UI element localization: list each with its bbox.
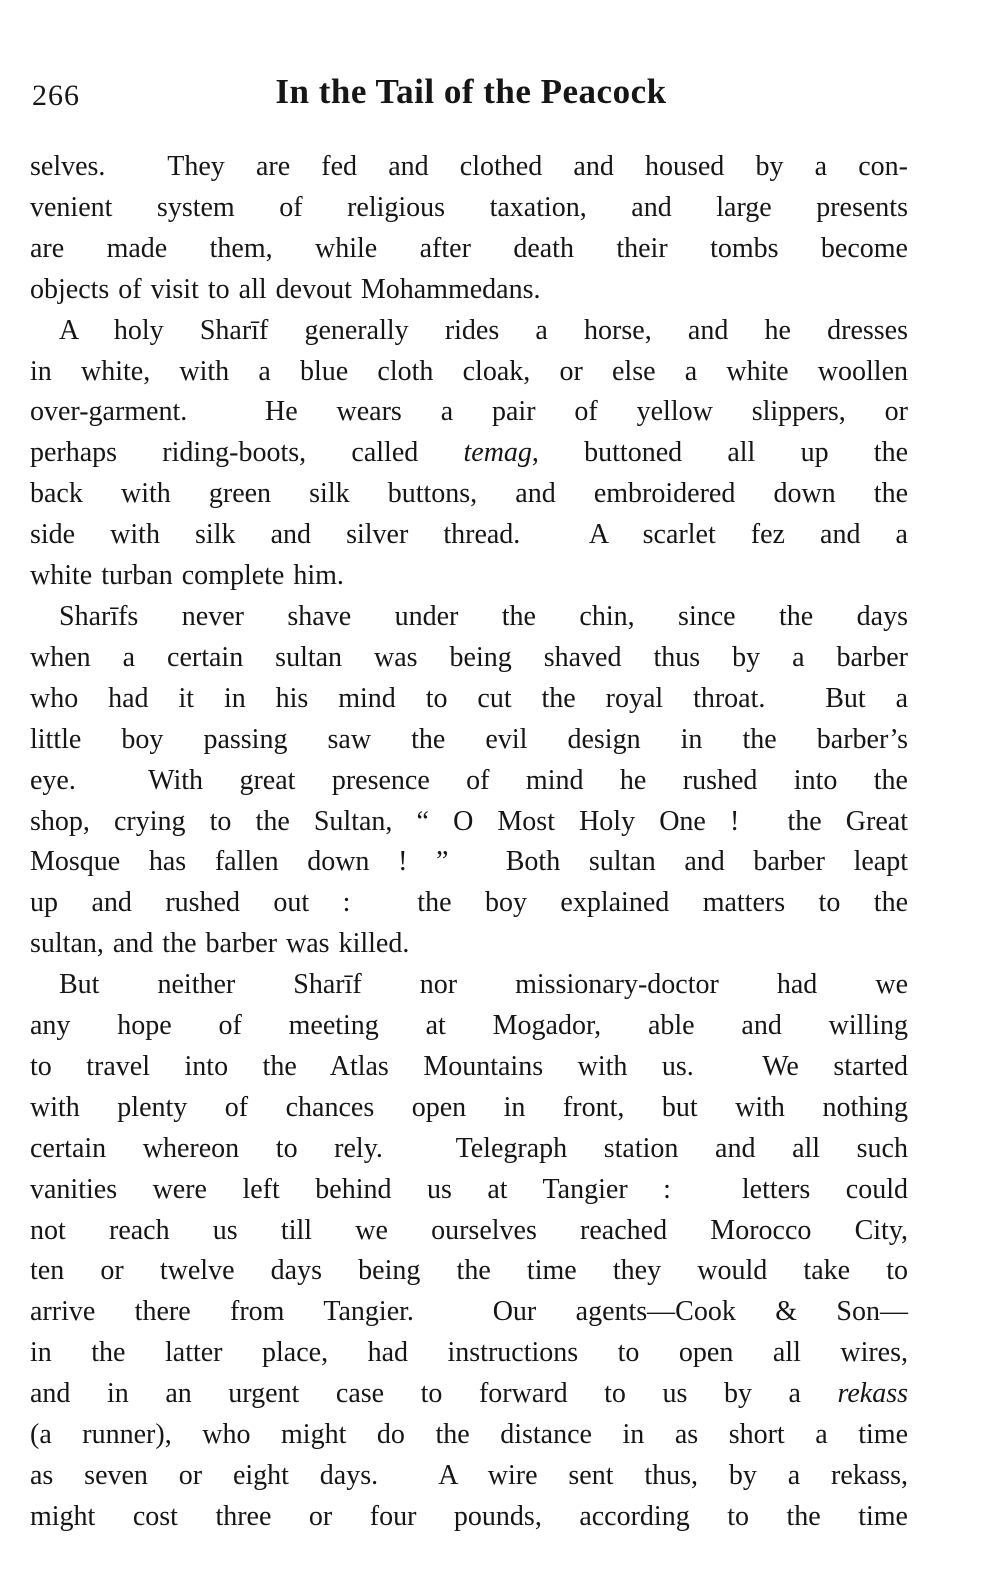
paragraph — [30, 597, 908, 965]
text-line: certain whereon to rely. Telegraph station and all such — [30, 1132, 908, 1164]
text-line: to travel into the Atlas Mountains with us. We started — [30, 1050, 908, 1082]
text-line: over-garment. He wears a pair of yellow slippers, or — [30, 396, 908, 428]
text-line: selves. They are fed and clothed and housed by a con- — [30, 151, 908, 182]
text-line: might cost three or four pounds, according to the time — [30, 1500, 908, 1532]
text-line: sultan, and the barber was killed. — [30, 928, 410, 960]
text-line: are made them, while after death their tombs become — [30, 232, 908, 264]
text-line: vanities were left behind us at Tangier : letters could — [30, 1173, 908, 1205]
text-line: white turban complete him. — [30, 560, 344, 592]
page-number: 266 — [32, 79, 80, 112]
text-line: Sharīfs never shave under the chin, since the days — [59, 600, 908, 632]
text-line: objects of visit to all devout Mohammedans. — [30, 273, 541, 305]
text-line: not reach us till we ourselves reached Morocco City, — [30, 1214, 908, 1246]
text-line: side with silk and silver thread. A scarlet fez and a — [30, 519, 908, 551]
running-head — [30, 72, 970, 124]
text-line: with plenty of chances open in front, but with nothing — [30, 1091, 908, 1123]
text-line: in the latter place, had instructions to open all wires, — [30, 1337, 908, 1369]
paragraph — [30, 965, 908, 1538]
text-line: in white, with a blue cloth cloak, or else a white woollen — [30, 355, 908, 387]
text-line: arrive there from Tangier. Our agents—Cook & Son— — [30, 1296, 908, 1328]
text-line: Mosque has fallen down ! ” Both sultan and barber leapt — [30, 846, 908, 878]
text-line: eye. With great presence of mind he rushed into the — [30, 764, 908, 796]
text-line: up and rushed out : the boy explained matters to the — [30, 887, 908, 919]
text-line: back with green silk buttons, and embroidered down the — [30, 478, 908, 510]
text-line: (a runner), who might do the distance in as short a time — [30, 1419, 908, 1451]
text-line: who had it in his mind to cut the royal throat. But a — [30, 682, 908, 714]
paragraph — [30, 311, 908, 597]
text-line: any hope of meeting at Mogador, able and willing — [30, 1010, 908, 1042]
text-line: little boy passing saw the evil design in the barber’s — [30, 723, 908, 755]
text-line: venient system of religious taxation, and large presents — [30, 191, 908, 223]
text-line: when a certain sultan was being shaved thus by a barber — [30, 641, 908, 673]
page-title: In the Tail of the Peacock — [275, 72, 667, 111]
text-line: But neither Sharīf nor missionary-doctor had we — [59, 969, 908, 1001]
text-line: as seven or eight days. A wire sent thus, by a rekass, — [30, 1460, 908, 1491]
text-line: and in an urgent case to forward to us by a rekass — [30, 1378, 908, 1410]
paragraph — [30, 147, 908, 311]
text-line: ten or twelve days being the time they would take to — [30, 1255, 908, 1287]
text-line: A holy Sharīf generally rides a horse, and he dresses — [59, 314, 908, 346]
text-line: shop, crying to the Sultan, “ O Most Holy One ! the Great — [30, 805, 908, 837]
text-line: perhaps riding-boots, called temag, buttoned all up the — [30, 437, 908, 469]
page-body — [30, 147, 908, 1538]
